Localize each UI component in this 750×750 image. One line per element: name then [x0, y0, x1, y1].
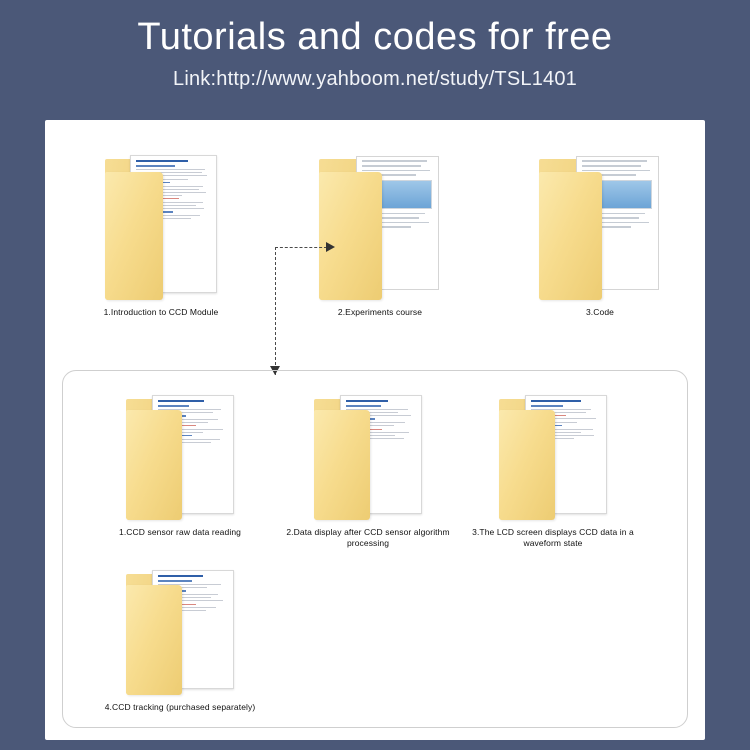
node-label: 3.Code: [585, 307, 614, 317]
connector-intro-to-experiments: [275, 247, 327, 248]
node-label: 1.Introduction to CCD Module: [103, 307, 219, 317]
folder-document-icon: [126, 570, 234, 695]
page-title: Tutorials and codes for free: [137, 16, 613, 58]
folder-pages-icon: [319, 155, 441, 300]
diagram-panel: [45, 120, 705, 740]
node-lcd-waveform[interactable]: [453, 395, 653, 550]
node-code[interactable]: [500, 155, 700, 318]
connector-arrow-right-icon: [326, 242, 335, 252]
node-raw-data[interactable]: [85, 395, 275, 538]
folder-document-icon: [499, 395, 607, 520]
node-label: 2.Data display after CCD sensor algorithm processing: [286, 527, 450, 549]
node-introduction[interactable]: [61, 155, 261, 318]
node-algorithm[interactable]: [273, 395, 463, 550]
folder-document-icon: [314, 395, 422, 520]
page-header: [0, 0, 750, 91]
node-label: 3.The LCD screen displays CCD data in a waveform state: [472, 527, 634, 549]
folder-document-icon: [105, 155, 217, 300]
node-label: 2.Experiments course: [337, 307, 423, 317]
tutorial-link[interactable]: Link:http://www.yahboom.net/study/TSL1401: [173, 67, 577, 90]
node-experiments[interactable]: [280, 155, 480, 318]
node-label: 1.CCD sensor raw data reading: [119, 527, 241, 537]
node-tracking[interactable]: [85, 570, 275, 713]
folder-pages-icon: [539, 155, 661, 300]
connector-experiments-to-group: [275, 247, 276, 375]
node-label: 4.CCD tracking (purchased separately): [104, 702, 256, 712]
folder-document-icon: [126, 395, 234, 520]
